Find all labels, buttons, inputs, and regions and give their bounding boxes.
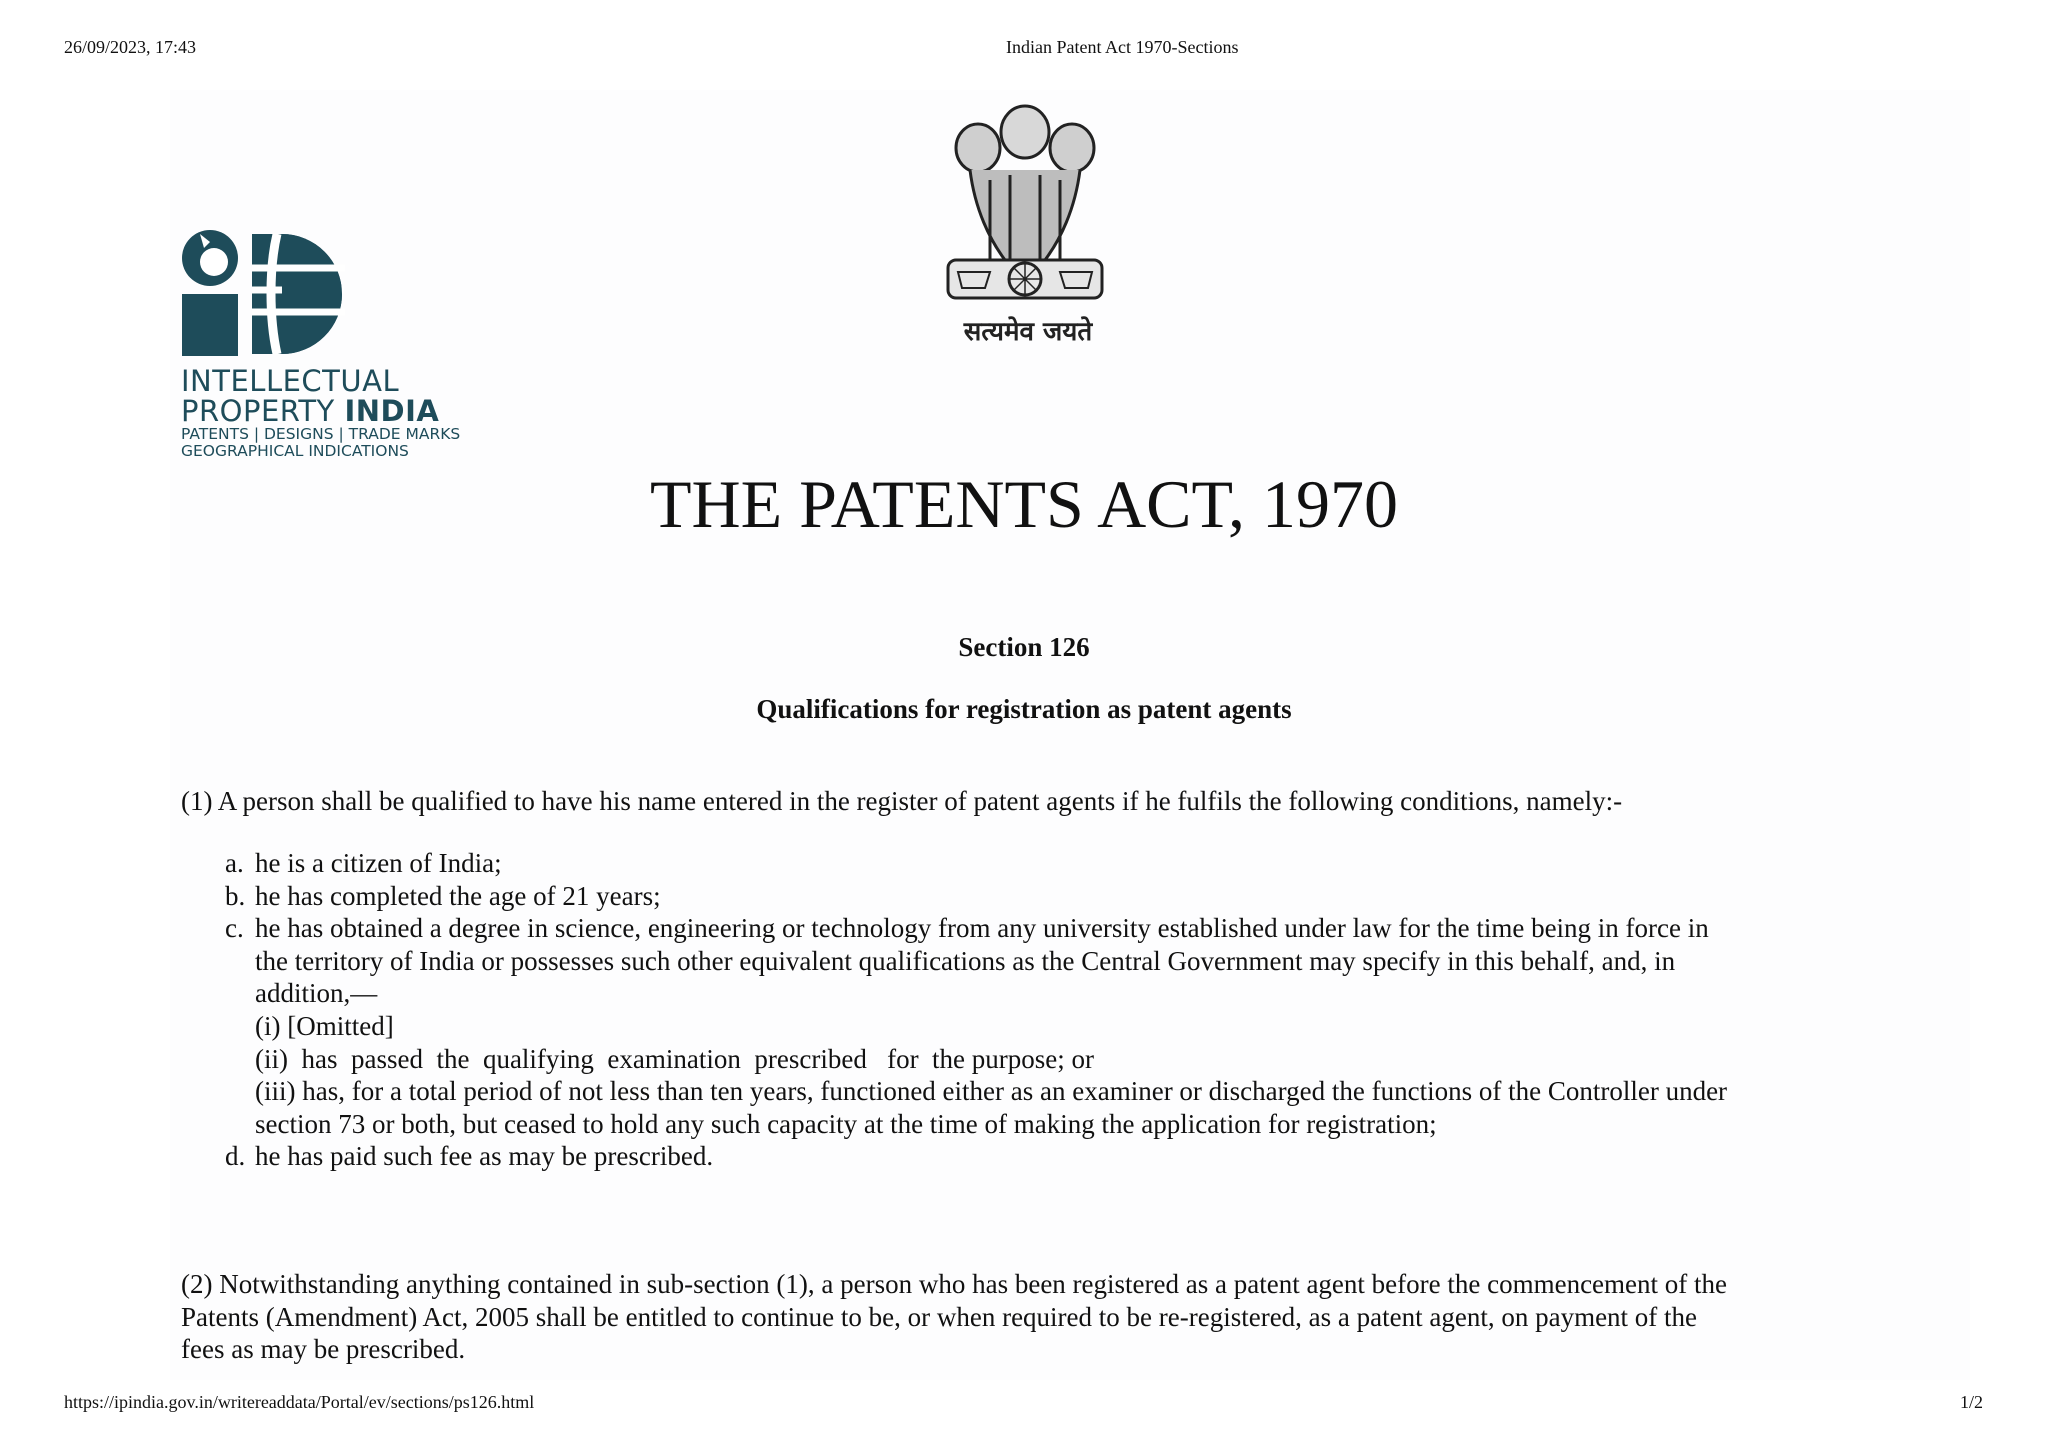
list-item-text: he has obtained a degree in science, engineering or technology from any university established under law for the time being in force in [255, 913, 1709, 944]
list-item-text: the territory of India or possesses such other equivalent qualifications as the Central Government may specify in this behalf, and, in [255, 945, 1676, 976]
print-page-title: Indian Patent Act 1970-Sections [1006, 37, 1239, 57]
print-page-number: 1/2 [1960, 1392, 1984, 1412]
list-marker: b. [225, 880, 246, 911]
list-item [181, 1140, 1881, 1173]
paragraph-line: Patents (Amendment) Act, 2005 shall be entitled to continue to be, or when required to be re-registered, as a patent agent, on payment of the [181, 1301, 1698, 1332]
logo-line-categories: PATENTS | DESIGNS | TRADE MARKS [181, 425, 461, 443]
conditions-list [181, 847, 1881, 1173]
sub-section-1: (1) A person shall be qualified to have his name entered in the register of patent agents if he fulfils the following conditions, namely:- [181, 786, 1623, 816]
list-item [181, 880, 1881, 913]
list-item [181, 912, 1881, 1140]
list-marker: c. [225, 913, 244, 944]
logo-property: PROPERTY [181, 394, 345, 428]
print-datetime: 26/09/2023, 17:43 [64, 37, 197, 57]
section-number: Section 126 [958, 632, 1090, 662]
section-heading: Qualifications for registration as patent agents [756, 694, 1292, 724]
list-marker: d. [225, 1141, 246, 1172]
act-title: THE PATENTS ACT, 1970 [649, 466, 1399, 542]
ip-india-wordmark [181, 366, 460, 460]
clause-i: (i) [Omitted] [255, 1010, 394, 1041]
list-item-text: he has completed the age of 21 years; [255, 880, 661, 911]
list-item-text: he is a citizen of India; [255, 848, 502, 878]
logo-line-intellectual: INTELLECTUAL [181, 364, 400, 398]
list-item-text: he has paid such fee as may be prescribed. [255, 1141, 714, 1172]
emblem-motto: सत्यमेव जयते [963, 317, 1093, 347]
list-item [181, 847, 1881, 880]
national-emblem-icon [930, 100, 1120, 310]
clause-iii: (iii) has, for a total period of not less than ten years, functioned either as an examiner or discharged the functions of the Controller under [255, 1076, 1728, 1107]
logo-line-gi: GEOGRAPHICAL INDICATIONS [181, 442, 409, 460]
logo-line-property-india [181, 396, 460, 426]
logo-india: INDIA [344, 394, 440, 428]
list-marker: a. [225, 848, 244, 878]
list-item-text: addition,— [255, 978, 378, 1009]
sub-section-2 [181, 1268, 1881, 1366]
paragraph-line: (2) Notwithstanding anything contained in sub-section (1), a person who has been registered as a patent agent before the commencement of the [181, 1269, 1728, 1299]
list-item-text: section 73 or both, but ceased to hold any such capacity at the time of making the application for registration; [255, 1108, 1437, 1139]
clause-ii: (ii) has passed the qualifying examination prescribed for the purpose; or [255, 1043, 1095, 1074]
paragraph-line: fees as may be prescribed. [181, 1334, 466, 1365]
print-url: https://ipindia.gov.in/writereaddata/Portal/ev/sections/ps126.html [64, 1392, 535, 1412]
